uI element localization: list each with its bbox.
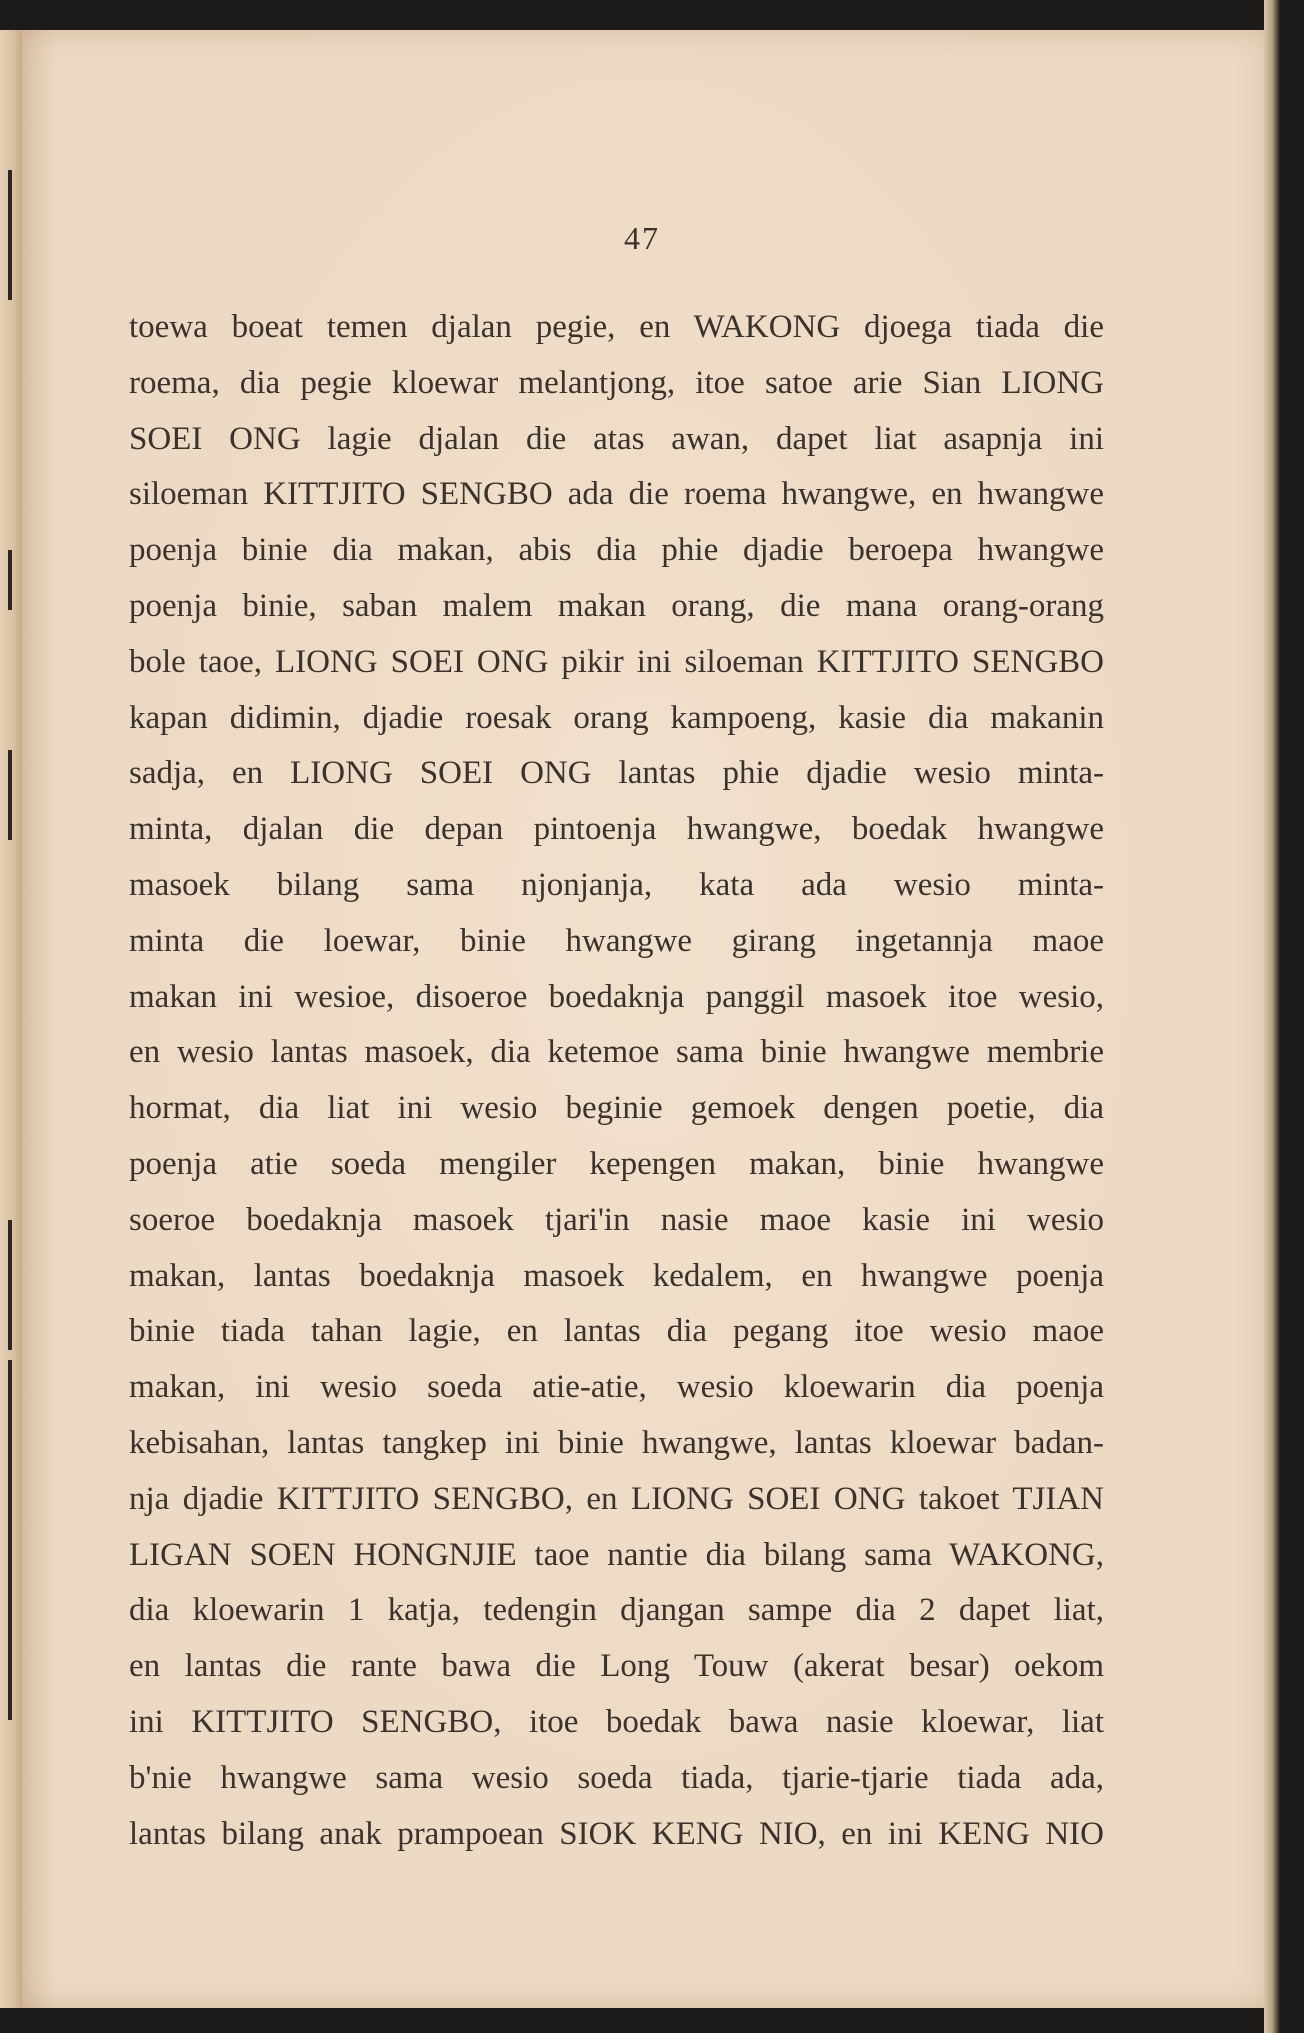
text-line: makan, lantas boedaknja masoek kedalem, en hwangwe poenja — [129, 1257, 1104, 1294]
binding-mark — [8, 550, 12, 610]
text-line: nja djadie KITTJITO SENGBO, en LIONG SOEI ONG takoet TJIAN — [129, 1480, 1104, 1517]
text-line: poenja binie dia makan, abis dia phie djadie beroepa hwangwe — [129, 532, 1104, 569]
binding-mark — [8, 750, 12, 840]
text-line: masoek bilang sama njonjanja, kata ada wesio minta- — [129, 866, 1104, 903]
text-line: lantas bilang anak prampoean SIOK KENG NIO, en ini KENG NIO — [129, 1815, 1104, 1852]
text-line: makan, ini wesio soeda atie-atie, wesio kloewarin dia poenja — [129, 1369, 1104, 1406]
text-line: kapan didimin, djadie roesak orang kampoeng, kasie dia makanin — [129, 699, 1104, 736]
text-line: toewa boeat temen djalan pegie, en WAKONG djoega tiada die — [129, 309, 1104, 345]
binding-mark — [8, 1220, 12, 1350]
text-line: roema, dia pegie kloewar melantjong, itoe satoe arie Sian LIONG — [129, 364, 1104, 401]
page-number: 47 — [624, 220, 660, 256]
text-line: b'nie hwangwe sama wesio soeda tiada, tjarie-tjarie tiada ada, — [129, 1759, 1104, 1796]
text-line: makan ini wesioe, disoeroe boedaknja panggil masoek itoe wesio, — [129, 978, 1104, 1015]
text-line: dia kloewarin 1 katja, tedengin djangan sampe dia 2 dapet liat, — [129, 1592, 1104, 1629]
text-line: hormat, dia liat ini wesio beginie gemoek dengen poetie, dia — [129, 1090, 1104, 1127]
text-line: bole taoe, LIONG SOEI ONG pikir ini siloeman KITTJITO SENGBO — [129, 643, 1104, 680]
page-spine — [0, 30, 22, 2008]
binding-mark — [8, 1360, 12, 1720]
text-line: en lantas die rante bawa die Long Touw (akerat besar) oekom — [129, 1648, 1104, 1685]
text-line: soeroe boedaknja masoek tjari'in nasie maoe kasie ini wesio — [129, 1201, 1104, 1238]
text-line: poenja binie, saban malem makan orang, die mana orang-orang — [129, 587, 1104, 624]
binding-mark — [8, 170, 12, 300]
text-line: SOEI ONG lagie djalan die atas awan, dapet liat asapnja ini — [129, 420, 1104, 457]
text-line: minta, djalan die depan pintoenja hwangwe, boedak hwangwe — [129, 811, 1104, 848]
body-text — [129, 300, 1104, 1862]
text-line: siloeman KITTJITO SENGBO ada die roema hwangwe, en hwangwe — [129, 476, 1104, 513]
text-line: ini KITTJITO SENGBO, itoe boedak bawa nasie kloewar, liat — [129, 1703, 1104, 1740]
text-line: en wesio lantas masoek, dia ketemoe sama binie hwangwe membrie — [129, 1034, 1104, 1071]
text-line: sadja, en LIONG SOEI ONG lantas phie djadie wesio minta- — [129, 755, 1104, 792]
text-line: binie tiada tahan lagie, en lantas dia pegang itoe wesio maoe — [129, 1313, 1104, 1350]
text-line: LIGAN SOEN HONGNJIE taoe nantie dia bilang sama WAKONG, — [129, 1536, 1104, 1573]
text-line: kebisahan, lantas tangkep ini binie hwangwe, lantas kloewar badan- — [129, 1424, 1104, 1461]
book-page — [16, 30, 1268, 2008]
text-line: minta die loewar, binie hwangwe girang ingetannja maoe — [129, 922, 1104, 959]
text-line: poenja atie soeda mengiler kepengen makan, binie hwangwe — [129, 1145, 1104, 1182]
page-edge-shadow — [1264, 0, 1304, 2033]
